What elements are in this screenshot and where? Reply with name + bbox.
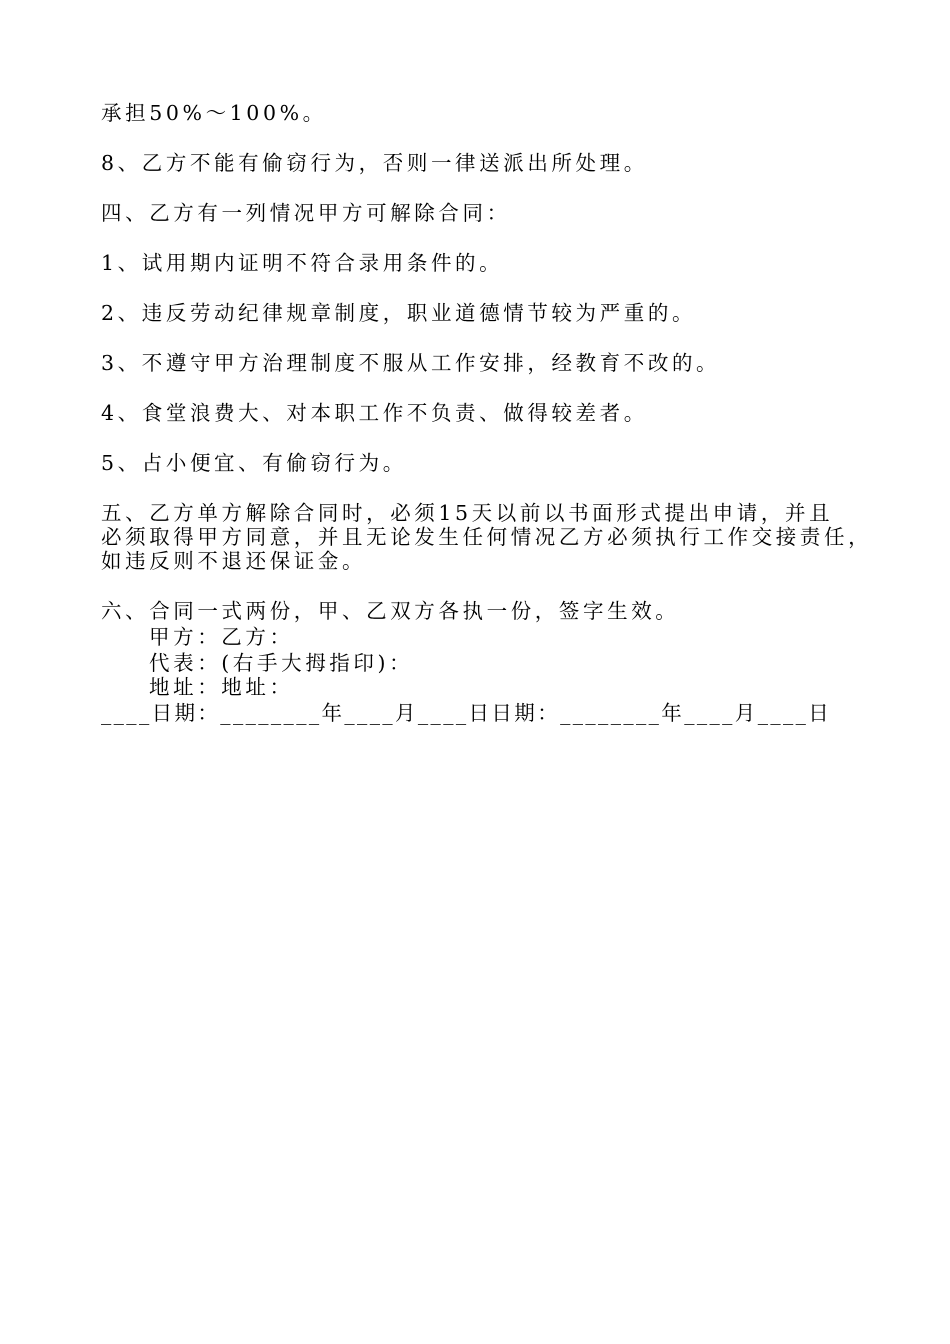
paragraph-line: 承担50%～100%。 (101, 101, 327, 125)
paragraph-line: 5、占小便宜、有偷窃行为。 (101, 451, 407, 475)
section-heading: 五、乙方单方解除合同时，必须15天以前以书面形式提出申请，并且 (101, 501, 834, 525)
paragraph-line: 8、乙方不能有偷窃行为，否则一律送派出所处理。 (101, 151, 648, 175)
paragraph-line: 3、不遵守甲方治理制度不服从工作安排，经教育不改的。 (101, 351, 721, 375)
paragraph-line: 必须取得甲方同意，并且无论发生任何情况乙方必须执行工作交接责任， (101, 525, 873, 549)
paragraph-line: 1、试用期内证明不符合录用条件的。 (101, 251, 504, 275)
signature-date-line: ____日期：________年____月____日日期：________年____月____日 (101, 701, 832, 725)
signature-address-line: 地址：地址： (149, 675, 294, 699)
section-heading: 四、乙方有一列情况甲方可解除合同： (101, 201, 511, 225)
paragraph-line: 如违反则不退还保证金。 (101, 549, 367, 573)
section-heading: 六、合同一式两份，甲、乙双方各执一份，签字生效。 (101, 599, 680, 623)
signature-rep-line: 代表：(右手大拇指印)： (149, 651, 414, 675)
signature-party-line: 甲方：乙方： (149, 625, 294, 649)
paragraph-line: 4、食堂浪费大、对本职工作不负责、做得较差者。 (101, 401, 648, 425)
paragraph-line: 2、违反劳动纪律规章制度，职业道德情节较为严重的。 (101, 301, 697, 325)
